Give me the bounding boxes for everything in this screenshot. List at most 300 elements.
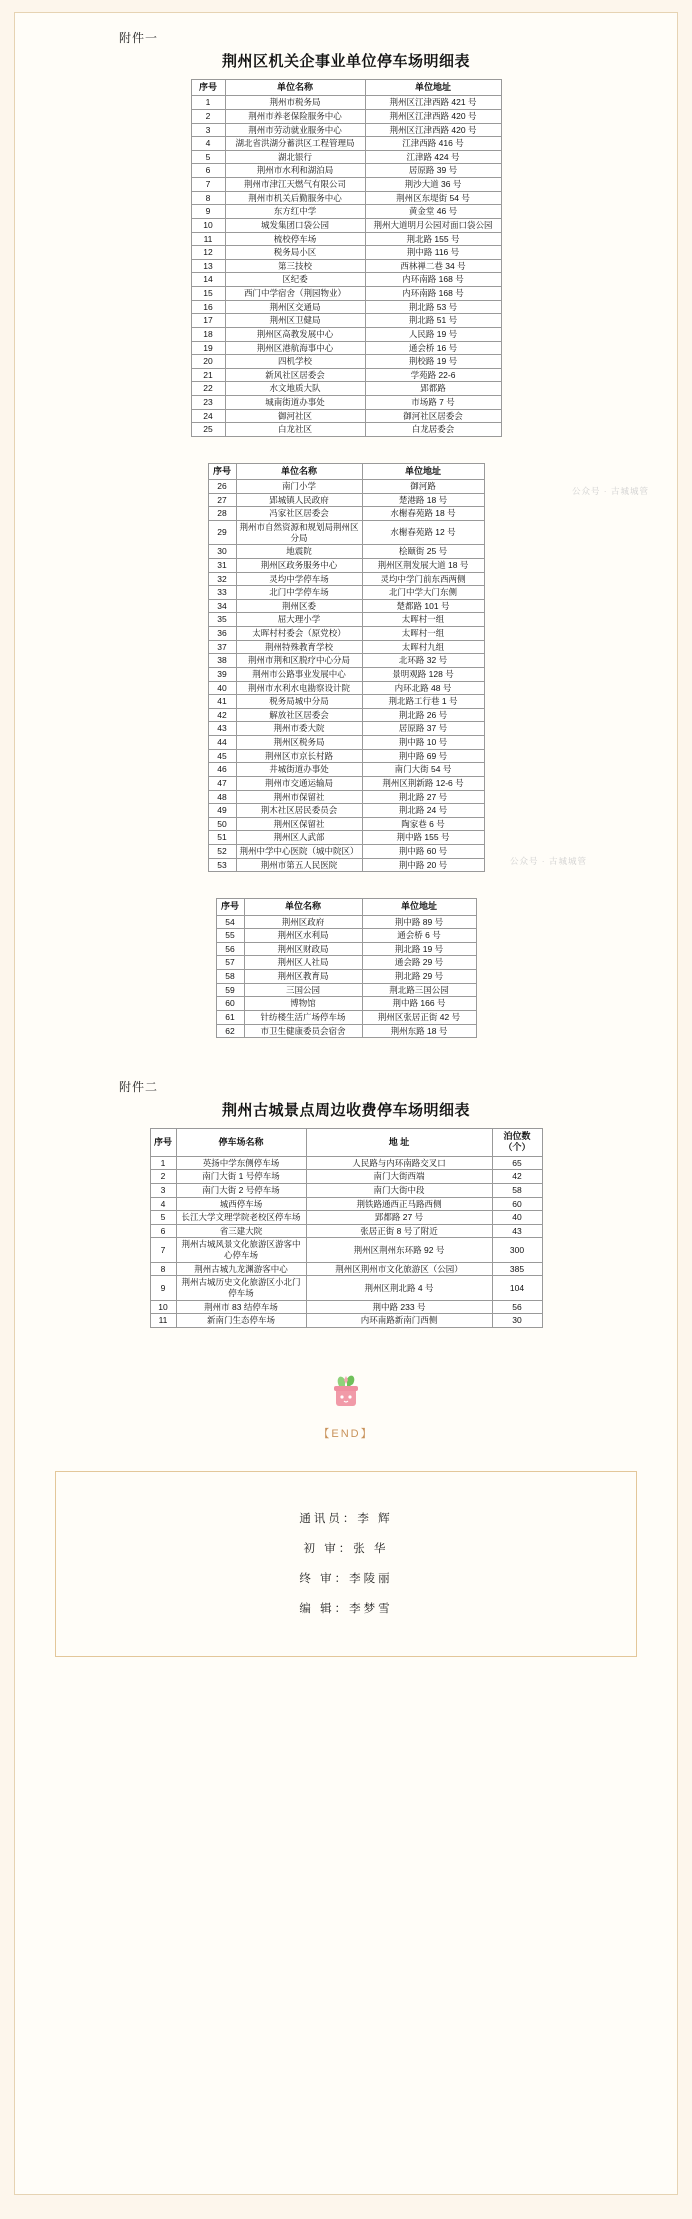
cell-index: 5 xyxy=(150,1211,176,1225)
cell-index: 39 xyxy=(208,667,236,681)
table-row xyxy=(150,1170,542,1184)
column-header-unit-address: 单位地址 xyxy=(365,80,501,96)
cell-unit-address: 荆北路 19 号 xyxy=(362,942,476,956)
cell-index: 2 xyxy=(150,1170,176,1184)
cell-space-count: 60 xyxy=(492,1197,542,1211)
cell-space-count: 40 xyxy=(492,1211,542,1225)
cell-unit-name: 荆州区港航海事中心 xyxy=(225,341,365,355)
cell-unit-name: 城发集团口袋公园 xyxy=(225,218,365,232)
cell-lot-name: 长江大学文理学院老校区停车场 xyxy=(176,1211,306,1225)
table-row xyxy=(208,858,484,872)
cell-space-count: 56 xyxy=(492,1300,542,1314)
table-row xyxy=(150,1276,542,1300)
signoff-first-review: 初 审：张 华 xyxy=(303,1542,389,1555)
table-row xyxy=(191,287,501,301)
signoff-box xyxy=(55,1471,637,1657)
cell-unit-name: 湖北省洪湖分蓄洪区工程管理局 xyxy=(225,137,365,151)
signoff-final-review: 终 审：李陵丽 xyxy=(299,1572,393,1585)
table-header-row xyxy=(216,899,476,915)
cell-unit-name: 东方红中学 xyxy=(225,205,365,219)
cell-unit-address: 荆北路 53 号 xyxy=(365,300,501,314)
table-row xyxy=(208,558,484,572)
table-row xyxy=(191,137,501,151)
cell-index: 41 xyxy=(208,695,236,709)
cell-unit-address: 太晖村一组 xyxy=(362,613,484,627)
attachment-2-label: 附件二 xyxy=(119,1080,159,1095)
table-row xyxy=(216,983,476,997)
cell-unit-name: 三国公园 xyxy=(244,983,362,997)
cell-unit-address: 通会桥 6 号 xyxy=(362,929,476,943)
table-row xyxy=(208,480,484,494)
table-row xyxy=(208,749,484,763)
cell-lot-name: 荆州古城九龙渊游客中心 xyxy=(176,1262,306,1276)
table-row xyxy=(150,1314,542,1328)
cell-unit-address: 荆州区荆新路 12-6 号 xyxy=(362,776,484,790)
cell-index: 60 xyxy=(216,997,244,1011)
cell-unit-name: 太晖村村委会（原党校） xyxy=(236,627,362,641)
cell-unit-address: 南门大街 54 号 xyxy=(362,763,484,777)
column-header-space-count: 泊位数（个） xyxy=(492,1129,542,1157)
cell-unit-name: 荆州市保留社 xyxy=(236,790,362,804)
cell-unit-address: 内环北路 48 号 xyxy=(362,681,484,695)
table-row xyxy=(191,164,501,178)
cell-index: 17 xyxy=(191,314,225,328)
table-row xyxy=(191,109,501,123)
cell-unit-address: 水榭春苑路 12 号 xyxy=(362,521,484,545)
cell-unit-name: 区纪委 xyxy=(225,273,365,287)
document-frame xyxy=(14,12,678,2195)
table-row xyxy=(150,1238,542,1262)
cell-unit-address: 荆州区江津西路 421 号 xyxy=(365,96,501,110)
cell-unit-name: 荆木社区居民委员会 xyxy=(236,804,362,818)
table-row xyxy=(191,218,501,232)
cell-lot-name: 省三建大院 xyxy=(176,1224,306,1238)
cell-index: 42 xyxy=(208,708,236,722)
cell-address: 荆州区荆北路 4 号 xyxy=(306,1276,492,1300)
cell-space-count: 42 xyxy=(492,1170,542,1184)
cell-index: 7 xyxy=(191,178,225,192)
cell-unit-name: 针纺楼生活广场停车场 xyxy=(244,1010,362,1024)
cell-unit-name: 梳校停车场 xyxy=(225,232,365,246)
table-row xyxy=(208,572,484,586)
cell-unit-address: 内环南路 168 号 xyxy=(365,273,501,287)
cell-index: 26 xyxy=(208,480,236,494)
cell-unit-name: 市卫生健康委员会宿舍 xyxy=(244,1024,362,1038)
cell-index: 10 xyxy=(191,218,225,232)
column-header-unit-address: 单位地址 xyxy=(362,463,484,479)
cell-space-count: 58 xyxy=(492,1183,542,1197)
cell-unit-name: 荆州市委大院 xyxy=(236,722,362,736)
cell-unit-name: 荆州市津江天燃气有限公司 xyxy=(225,178,365,192)
cell-unit-name: 荆州市劳动就业服务中心 xyxy=(225,123,365,137)
cell-index: 37 xyxy=(208,640,236,654)
cell-index: 51 xyxy=(208,831,236,845)
table-row xyxy=(191,341,501,355)
table-row xyxy=(208,681,484,695)
cell-unit-address: 白龙居委会 xyxy=(365,423,501,437)
cell-index: 6 xyxy=(191,164,225,178)
cell-unit-name: 荆州区政务服务中心 xyxy=(236,558,362,572)
cell-index: 22 xyxy=(191,382,225,396)
cell-unit-name: 城南街道办事处 xyxy=(225,396,365,410)
cell-unit-address: 御河路 xyxy=(362,480,484,494)
table-row xyxy=(150,1156,542,1170)
cell-unit-address: 灵均中学门前东西两侧 xyxy=(362,572,484,586)
cell-unit-name: 荆州区高教发展中心 xyxy=(225,327,365,341)
cell-unit-name: 水文地质大队 xyxy=(225,382,365,396)
cell-unit-address: 荆中路 69 号 xyxy=(362,749,484,763)
cell-unit-address: 荆北路 24 号 xyxy=(362,804,484,818)
table-row xyxy=(191,246,501,260)
end-label: 【END】 xyxy=(318,1427,374,1440)
table-row xyxy=(216,1010,476,1024)
attachment-1-title: 荆州区机关企事业单位停车场明细表 xyxy=(221,53,470,70)
watermark-mid: 公众号 · 古城城管 xyxy=(509,856,587,866)
table-row xyxy=(208,817,484,831)
cell-index: 48 xyxy=(208,790,236,804)
cell-unit-name: 税务局城中分局 xyxy=(236,695,362,709)
cell-unit-address: 荆北路 155 号 xyxy=(365,232,501,246)
cell-space-count: 385 xyxy=(492,1262,542,1276)
cell-unit-name: 地震院 xyxy=(236,545,362,559)
cell-index: 32 xyxy=(208,572,236,586)
cell-unit-address: 黄金堂 46 号 xyxy=(365,205,501,219)
table-row xyxy=(208,763,484,777)
table-row xyxy=(191,191,501,205)
cell-index: 2 xyxy=(191,109,225,123)
table-row xyxy=(208,599,484,613)
table-row xyxy=(191,123,501,137)
table-row xyxy=(216,942,476,956)
cell-space-count: 65 xyxy=(492,1156,542,1170)
cell-index: 35 xyxy=(208,613,236,627)
cell-unit-name: 荆州市公路事业发展中心 xyxy=(236,667,362,681)
cell-unit-name: 解放社区居委会 xyxy=(236,708,362,722)
table-row xyxy=(191,409,501,423)
table-row xyxy=(216,956,476,970)
cell-index: 7 xyxy=(150,1238,176,1262)
signoff-reporter: 通讯员：李 辉 xyxy=(299,1512,393,1525)
table-row xyxy=(150,1197,542,1211)
cell-unit-address: 北环路 32 号 xyxy=(362,654,484,668)
cell-unit-address: 太晖村一组 xyxy=(362,627,484,641)
table-row xyxy=(191,368,501,382)
cell-unit-address: 水榭春苑路 18 号 xyxy=(362,507,484,521)
column-header-address: 地 址 xyxy=(306,1129,492,1157)
table-row xyxy=(216,929,476,943)
cell-unit-name: 荆州市交通运输局 xyxy=(236,776,362,790)
cell-unit-name: 荆州市自然资源和规划局荆州区分局 xyxy=(236,521,362,545)
cell-address: 荆州区荆州东环路 92 号 xyxy=(306,1238,492,1262)
cell-index: 36 xyxy=(208,627,236,641)
cell-space-count: 30 xyxy=(492,1314,542,1328)
attachment-1-table-part-3 xyxy=(216,898,477,1038)
cell-lot-name: 南门大街 1 号停车场 xyxy=(176,1170,306,1184)
table-row xyxy=(150,1300,542,1314)
cell-unit-address: 荆中路 20 号 xyxy=(362,858,484,872)
table-row xyxy=(208,776,484,790)
cell-index: 1 xyxy=(191,96,225,110)
cell-unit-address: 荆州区江津西路 420 号 xyxy=(365,123,501,137)
cell-index: 14 xyxy=(191,273,225,287)
cell-unit-address: 楚港路 18 号 xyxy=(362,493,484,507)
table-row xyxy=(208,507,484,521)
cell-unit-address: 江津路 424 号 xyxy=(365,150,501,164)
cell-unit-name: 灵均中学停车场 xyxy=(236,572,362,586)
table-row xyxy=(208,845,484,859)
cell-index: 24 xyxy=(191,409,225,423)
cell-unit-address: 荆中路 116 号 xyxy=(365,246,501,260)
cell-unit-name: 荆州特殊教育学校 xyxy=(236,640,362,654)
cell-space-count: 104 xyxy=(492,1276,542,1300)
table-row xyxy=(191,355,501,369)
cell-address: 内环南路新南门西侧 xyxy=(306,1314,492,1328)
cell-index: 45 xyxy=(208,749,236,763)
table-row xyxy=(208,493,484,507)
cell-unit-name: 荆州中学中心医院（城中院区） xyxy=(236,845,362,859)
cell-unit-name: 荆州区教育局 xyxy=(244,970,362,984)
cell-index: 61 xyxy=(216,1010,244,1024)
cell-unit-name: 荆州区市京长村路 xyxy=(236,749,362,763)
table-row xyxy=(216,970,476,984)
cell-index: 33 xyxy=(208,586,236,600)
table-row xyxy=(150,1211,542,1225)
table-row xyxy=(191,232,501,246)
end-block xyxy=(27,1368,665,1441)
table-row xyxy=(216,915,476,929)
table-row xyxy=(208,736,484,750)
cell-unit-name: 荆州区卫健局 xyxy=(225,314,365,328)
attachment-1-table-part-2 xyxy=(208,463,485,872)
table-row xyxy=(191,150,501,164)
cell-address: 人民路与内环南路交叉口 xyxy=(306,1156,492,1170)
cell-lot-name: 南门大街 2 号停车场 xyxy=(176,1183,306,1197)
table-row xyxy=(208,831,484,845)
cell-unit-address: 太晖村九组 xyxy=(362,640,484,654)
cell-lot-name: 新南门生态停车场 xyxy=(176,1314,306,1328)
table-row xyxy=(191,314,501,328)
cell-index: 12 xyxy=(191,246,225,260)
signoff-editor: 编 辑：李梦雪 xyxy=(299,1602,393,1615)
cell-unit-name: 御河社区 xyxy=(225,409,365,423)
cell-index: 52 xyxy=(208,845,236,859)
cell-unit-address: 荆北路 26 号 xyxy=(362,708,484,722)
cell-unit-address: 荆中路 155 号 xyxy=(362,831,484,845)
cell-index: 57 xyxy=(216,956,244,970)
cell-unit-name: 屈大理小学 xyxy=(236,613,362,627)
table-row xyxy=(208,613,484,627)
table-row xyxy=(191,423,501,437)
table-row xyxy=(208,695,484,709)
cell-unit-name: 荆州区财政局 xyxy=(244,942,362,956)
cell-unit-name: 博物馆 xyxy=(244,997,362,1011)
cell-unit-name: 荆州区保留社 xyxy=(236,817,362,831)
cell-index: 50 xyxy=(208,817,236,831)
cell-index: 15 xyxy=(191,287,225,301)
column-header-unit-address: 单位地址 xyxy=(362,899,476,915)
cell-index: 55 xyxy=(216,929,244,943)
cell-index: 4 xyxy=(191,137,225,151)
cell-space-count: 43 xyxy=(492,1224,542,1238)
cell-unit-address: 市场路 7 号 xyxy=(365,396,501,410)
cell-index: 27 xyxy=(208,493,236,507)
table-row xyxy=(150,1183,542,1197)
table-row xyxy=(216,997,476,1011)
table-row xyxy=(208,640,484,654)
cell-address: 南门大街西端 xyxy=(306,1170,492,1184)
cell-unit-address: 学苑路 22-6 xyxy=(365,368,501,382)
cell-unit-name: 荆州市养老保险服务中心 xyxy=(225,109,365,123)
table-row xyxy=(150,1262,542,1276)
cell-lot-name: 荆州古城风景文化旅游区游客中心停车场 xyxy=(176,1238,306,1262)
cell-index: 3 xyxy=(191,123,225,137)
table-row xyxy=(191,396,501,410)
cell-unit-name: 税务局小区 xyxy=(225,246,365,260)
cell-index: 19 xyxy=(191,341,225,355)
plant-pot-icon xyxy=(323,1368,369,1414)
cell-unit-name: 荆州市机关后勤服务中心 xyxy=(225,191,365,205)
cell-unit-address: 荆州区荆发展大道 18 号 xyxy=(362,558,484,572)
table-header-row xyxy=(208,463,484,479)
attachment-1-label: 附件一 xyxy=(119,31,159,45)
cell-unit-name: 井城街道办事处 xyxy=(236,763,362,777)
cell-unit-address: 荆州大道明月公园对面口袋公园 xyxy=(365,218,501,232)
column-header-index: 序号 xyxy=(216,899,244,915)
cell-index: 11 xyxy=(150,1314,176,1328)
cell-unit-name: 西门中学宿舍（荆园物业） xyxy=(225,287,365,301)
cell-index: 18 xyxy=(191,327,225,341)
cell-unit-address: 御河社区居委会 xyxy=(365,409,501,423)
cell-unit-name: 郢城镇人民政府 xyxy=(236,493,362,507)
cell-unit-address: 荆州区张居正街 42 号 xyxy=(362,1010,476,1024)
cell-index: 8 xyxy=(191,191,225,205)
cell-index: 21 xyxy=(191,368,225,382)
cell-unit-address: 荆州区江津西路 420 号 xyxy=(365,109,501,123)
cell-lot-name: 荆州古城历史文化旅游区小北门停车场 xyxy=(176,1276,306,1300)
cell-unit-address: 荆北路 51 号 xyxy=(365,314,501,328)
watermark-top: 公众号 · 古城城管 xyxy=(571,486,649,496)
table-header-row xyxy=(191,80,501,96)
cell-unit-name: 荆州区人武部 xyxy=(236,831,362,845)
table-row xyxy=(191,327,501,341)
column-header-unit-name: 单位名称 xyxy=(225,80,365,96)
cell-unit-address: 内环南路 168 号 xyxy=(365,287,501,301)
column-header-unit-name: 单位名称 xyxy=(244,899,362,915)
cell-index: 46 xyxy=(208,763,236,777)
cell-address: 荆州区荆州市文化旅游区（公园） xyxy=(306,1262,492,1276)
cell-index: 31 xyxy=(208,558,236,572)
table-row xyxy=(208,586,484,600)
cell-index: 3 xyxy=(150,1183,176,1197)
cell-address: 荆铁路通西正马路西侧 xyxy=(306,1197,492,1211)
cell-unit-name: 荆州市水利和湖泊局 xyxy=(225,164,365,178)
cell-index: 28 xyxy=(208,507,236,521)
cell-unit-name: 荆州市税务局 xyxy=(225,96,365,110)
cell-index: 30 xyxy=(208,545,236,559)
table-row xyxy=(191,205,501,219)
table-row xyxy=(208,521,484,545)
cell-unit-name: 荆州区人社局 xyxy=(244,956,362,970)
cell-lot-name: 荆州市 83 结停车场 xyxy=(176,1300,306,1314)
cell-index: 9 xyxy=(191,205,225,219)
cell-unit-name: 荆州市水利水电勘察设计院 xyxy=(236,681,362,695)
table-row xyxy=(191,382,501,396)
cell-unit-name: 北门中学停车场 xyxy=(236,586,362,600)
cell-index: 47 xyxy=(208,776,236,790)
cell-unit-address: 桧颐街 25 号 xyxy=(362,545,484,559)
cell-unit-name: 新风社区居委会 xyxy=(225,368,365,382)
cell-unit-name: 荆州区税务局 xyxy=(236,736,362,750)
attachment-2-table xyxy=(150,1128,543,1328)
cell-address: 南门大街中段 xyxy=(306,1183,492,1197)
cell-index: 53 xyxy=(208,858,236,872)
table-row xyxy=(191,273,501,287)
cell-index: 43 xyxy=(208,722,236,736)
table-row xyxy=(191,259,501,273)
cell-index: 10 xyxy=(150,1300,176,1314)
cell-unit-address: 楚都路 101 号 xyxy=(362,599,484,613)
table-row xyxy=(150,1224,542,1238)
cell-unit-address: 荆州区东堤街 54 号 xyxy=(365,191,501,205)
cell-unit-name: 荆州市荆和区脱疗中心分局 xyxy=(236,654,362,668)
cell-index: 16 xyxy=(191,300,225,314)
cell-unit-address: 景明观路 128 号 xyxy=(362,667,484,681)
cell-unit-address: 荆中路 89 号 xyxy=(362,915,476,929)
cell-unit-address: 荆州东路 18 号 xyxy=(362,1024,476,1038)
cell-index: 40 xyxy=(208,681,236,695)
cell-unit-address: 居原路 39 号 xyxy=(365,164,501,178)
table-row xyxy=(208,654,484,668)
column-header-index: 序号 xyxy=(150,1129,176,1157)
table-row xyxy=(208,627,484,641)
cell-unit-address: 通会路 29 号 xyxy=(362,956,476,970)
cell-index: 5 xyxy=(191,150,225,164)
cell-index: 38 xyxy=(208,654,236,668)
cell-unit-address: 荆北路工行巷 1 号 xyxy=(362,695,484,709)
column-header-index: 序号 xyxy=(208,463,236,479)
column-header-lot-name: 停车场名称 xyxy=(176,1129,306,1157)
cell-address: 张居正街 8 号了附近 xyxy=(306,1224,492,1238)
cell-unit-name: 白龙社区 xyxy=(225,423,365,437)
cell-index: 4 xyxy=(150,1197,176,1211)
cell-unit-name: 四机学校 xyxy=(225,355,365,369)
attachment-1-table-part-1 xyxy=(191,79,502,437)
table-row xyxy=(208,790,484,804)
table-row xyxy=(208,667,484,681)
cell-index: 49 xyxy=(208,804,236,818)
cell-unit-address: 人民路 19 号 xyxy=(365,327,501,341)
cell-unit-address: 荆北路 29 号 xyxy=(362,970,476,984)
cell-unit-name: 南门小学 xyxy=(236,480,362,494)
cell-index: 62 xyxy=(216,1024,244,1038)
table-row xyxy=(208,804,484,818)
cell-unit-address: 荆校路 19 号 xyxy=(365,355,501,369)
cell-unit-name: 荆州区委 xyxy=(236,599,362,613)
cell-index: 20 xyxy=(191,355,225,369)
cell-unit-name: 荆州区政府 xyxy=(244,915,362,929)
cell-unit-name: 第三技校 xyxy=(225,259,365,273)
table-row xyxy=(191,96,501,110)
cell-index: 29 xyxy=(208,521,236,545)
cell-index: 54 xyxy=(216,915,244,929)
cell-index: 11 xyxy=(191,232,225,246)
cell-address: 郢都路 27 号 xyxy=(306,1211,492,1225)
cell-unit-address: 居原路 37 号 xyxy=(362,722,484,736)
cell-index: 8 xyxy=(150,1262,176,1276)
cell-space-count: 300 xyxy=(492,1238,542,1262)
table-row xyxy=(191,178,501,192)
cell-unit-address: 荆北路 27 号 xyxy=(362,790,484,804)
